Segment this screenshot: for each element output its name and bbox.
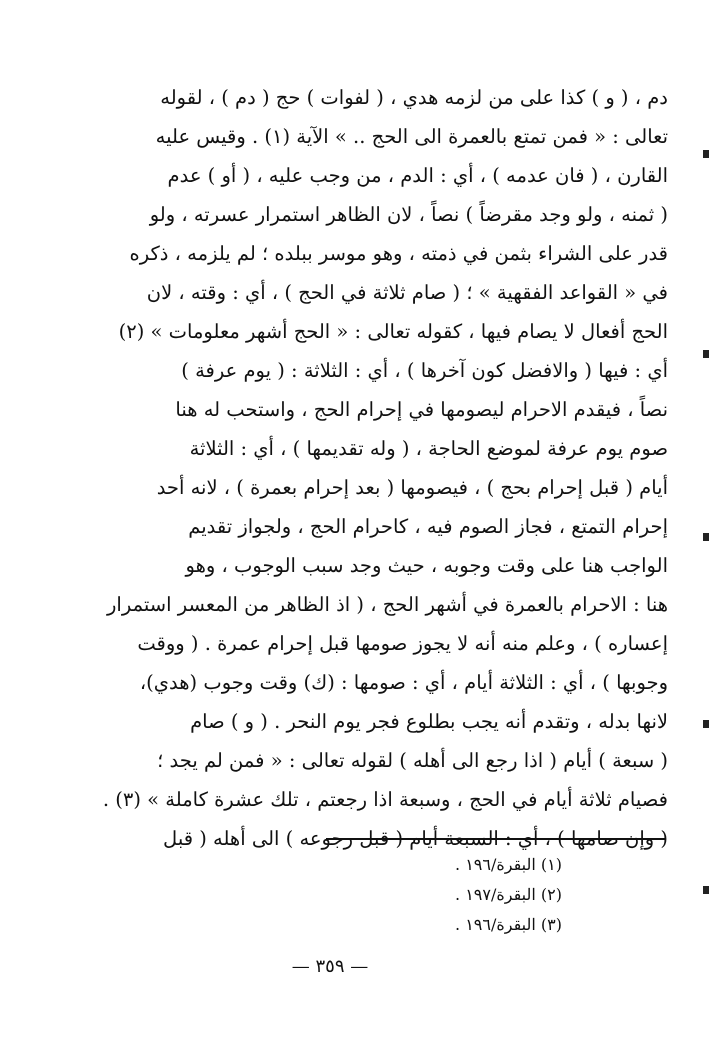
- scan-edge-mark: [703, 720, 709, 728]
- text-line: أيام ( قبل إحرام بحج ) ، فيصومها ( بعد إحرام بعمرة ) ، لانه أحد: [156, 476, 668, 499]
- body-text: [56, 78, 668, 858]
- footnote: (٢) البقرة/١٩٧ .: [455, 885, 562, 904]
- scan-edge-mark: [703, 886, 709, 894]
- text-line: في « القواعد الفقهية » ؛ ( صام ثلاثة في الحج ) ، أي : وقته ، لان: [146, 281, 668, 304]
- footnotes: [300, 850, 562, 940]
- text-line: قدر على الشراء بثمن في ذمته ، وهو موسر ببلده ؛ لم يلزمه ، ذكره: [129, 242, 668, 265]
- text-line: ( ثمنه ، ولو وجد مقرضاً ) نصاً ، لان الظاهر استمرار عسرته ، ولو: [149, 203, 668, 226]
- text-line: فصيام ثلاثة أيام في الحج ، وسبعة اذا رجعتم ، تلك عشرة كاملة » (٣) .: [102, 788, 668, 811]
- text-line: وجوبها ) ، أي : الثلاثة أيام ، أي : صومها : (ك) وقت وجوب (هدي)،: [139, 671, 668, 694]
- footnote-divider: [326, 838, 665, 840]
- text-line: دم ، ( و ) كذا على من لزمه هدي ، ( لفوات ) حج ( دم ) ، لقوله: [160, 86, 668, 109]
- text-line: القارن ، ( فان عدمه ) ، أي : الدم ، من وجب عليه ، ( أو ) عدم: [167, 164, 668, 187]
- text-line: تعالى : « فمن تمتع بالعمرة الى الحج .. » الآية (١) . وقيس عليه: [155, 125, 668, 148]
- footnote: (٣) البقرة/١٩٦ .: [455, 915, 562, 934]
- text-line: هنا : الاحرام بالعمرة في أشهر الحج ، ( اذ الظاهر من المعسر استمرار: [106, 593, 668, 616]
- scan-edge-mark: [703, 533, 709, 541]
- scan-edge-mark: [703, 150, 709, 158]
- scan-edge-mark: [703, 350, 709, 358]
- text-line: أي : فيها ( والافضل كون آخرها ) ، أي : الثلاثة : ( يوم عرفة ): [181, 359, 668, 382]
- text-line: إعساره ) ، وعلم منه أنه لا يجوز صومها قبل إحرام عمرة . ( ووقت: [137, 632, 668, 655]
- footnote: (١) البقرة/١٩٦ .: [455, 855, 562, 874]
- text-line: نصاً ، فيقدم الاحرام ليصومها في إحرام الحج ، واستحب له هنا: [175, 398, 668, 421]
- text-line: ( سبعة ) أيام ( اذا رجع الى أهله ) لقوله تعالى : « فمن لم يجد ؛: [157, 749, 668, 772]
- text-line: صوم يوم عرفة لموضع الحاجة ، ( وله تقديمها ) ، أي : الثلاثة: [189, 437, 668, 460]
- text-line: الحج أفعال لا يصام فيها ، كقوله تعالى : « الحج أشهر معلومات » (٢): [118, 320, 668, 343]
- page-number: — ٣٥٩ —: [291, 956, 369, 977]
- text-line: الواجب هنا على وقت وجوبه ، حيث وجد سبب الوجوب ، وهو: [185, 554, 668, 577]
- text-line: إحرام التمتع ، فجاز الصوم فيه ، كاحرام الحج ، ولجواز تقديم: [188, 515, 668, 538]
- text-line: لانها بدله ، وتقدم أنه يجب بطلوع فجر يوم النحر . ( و ) صام: [190, 710, 668, 733]
- text-line: ( وإن صامها ) ، أي : السبعة أيام ( قبل رجوعه ) الى أهله ( قبل: [163, 827, 668, 850]
